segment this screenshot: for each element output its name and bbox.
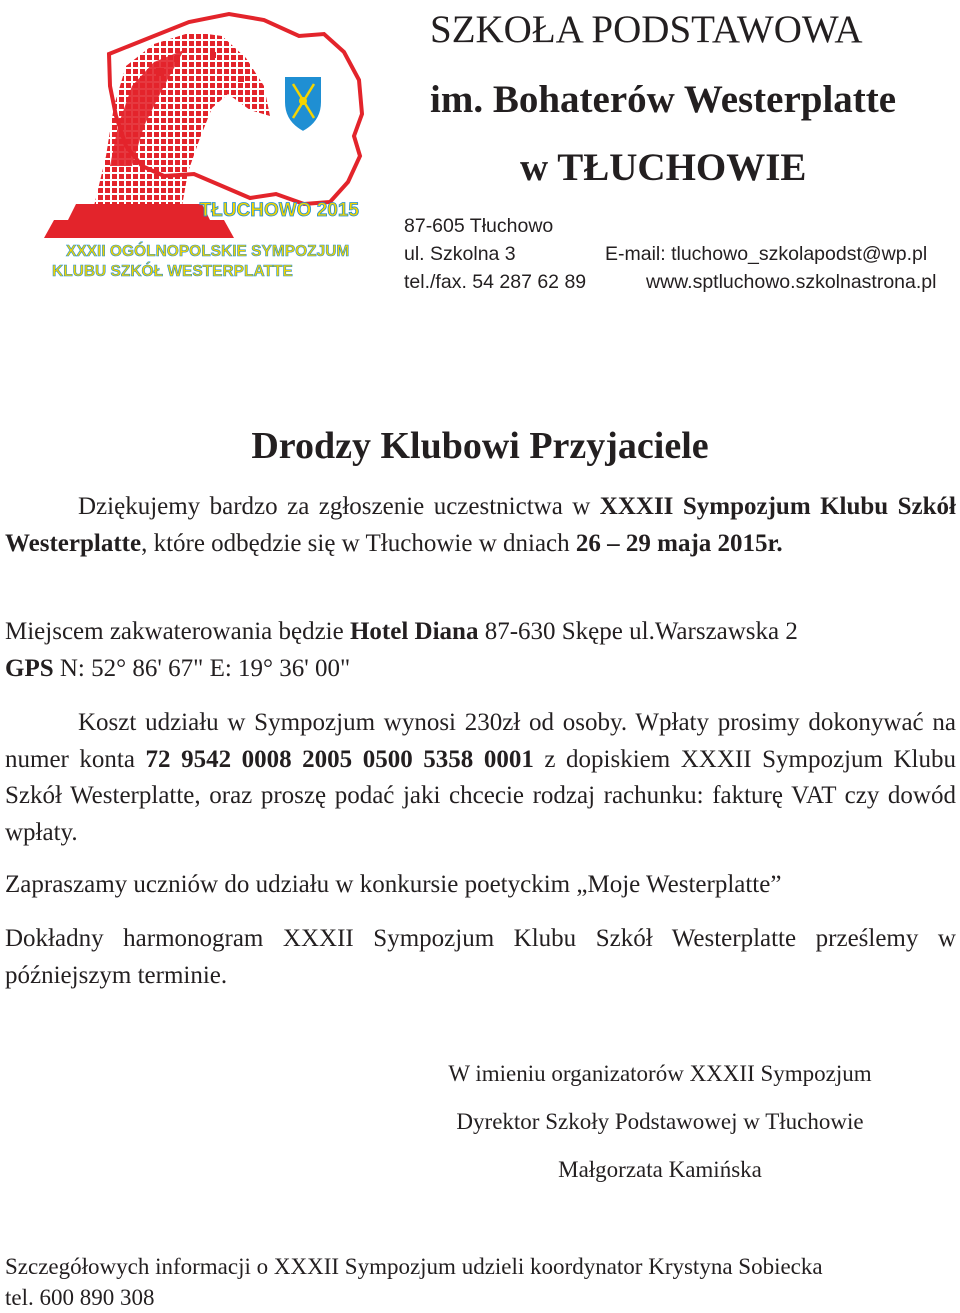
paragraph-accommodation: Miejscem zakwaterowania będzie Hotel Diana 87-630 Skępe ul.Warszawska 2 GPS N: 52° 86' 67" E: 19° 36' 00"	[5, 618, 798, 682]
gps-label: GPS	[5, 654, 54, 682]
school-website-link[interactable]: www.sptluchowo.szkolnastrona.pl	[646, 271, 937, 293]
westerplatte-monument	[94, 32, 270, 206]
signature-line2: Dyrektor Szkoły Podstawowej w Tłuchowie	[456, 1109, 864, 1134]
symposium-logo	[14, 6, 384, 296]
school-postal-address: 87-605 Tłuchowo	[404, 215, 554, 237]
footer-phone: tel. 600 890 308	[5, 1285, 155, 1310]
school-street-address: ul. Szkolna 3	[404, 243, 516, 265]
signature-name: Małgorzata Kamińska	[558, 1157, 762, 1182]
symposium-dates: 26 – 29 maja 2015r.	[575, 529, 783, 557]
paragraph-payment: Koszt udziału w Sympozjum wynosi 230zł od osoby. Wpłaty prosimy dokonywać na numer konta 72 9542 0008 2005 0500 5358 0001 z dopiskiem XXXII Sympozjum Klubu Szkół Westerplatte, oraz proszę podać jaki chcecie rodzaj rachunku: fakturę VAT czy dowód wpłaty.	[5, 709, 956, 846]
school-town: w TŁUCHOWIE	[520, 146, 807, 189]
gps-coordinates: N: 52° 86' 67" E: 19° 36' 00"	[53, 654, 351, 682]
logo-caption-line1: XXXII OGÓLNOPOLSKIE SYMPOZJUM	[66, 243, 350, 260]
hotel-name: Hotel Diana	[349, 618, 479, 645]
paragraph-poetry-contest: Zapraszamy uczniów do udziału w konkursie poetyckim „Moje Westerplatte”	[5, 871, 782, 898]
logo-year-caption: TŁUCHOWO 2015	[199, 200, 359, 221]
logo-caption-line2: KLUBU SZKÓŁ WESTERPLATTE	[52, 263, 293, 280]
paragraph-thanks: Dziękujemy bardzo za zgłoszenie uczestnictwa w XXXII Sympozjum Klubu Szkół Westerplatte, które odbędzie się w Tłuchowie w dniach 26 – 29 maja 2015r.	[5, 493, 956, 557]
school-email[interactable]: E-mail: tluchowo_szkolapodst@wp.pl	[605, 243, 928, 265]
bank-account-number: 72 9542 0008 2005 0500 5358 0001	[145, 745, 534, 773]
letter-greeting: Drodzy Klubowi Przyjaciele	[251, 425, 709, 467]
shield-icon	[284, 76, 322, 132]
signature-line1: W imieniu organizatorów XXXII Sympozjum	[448, 1061, 872, 1086]
symposium-name: XXXII Sympozjum Klubu Szkół Westerplatte	[5, 493, 956, 557]
school-phone: tel./fax. 54 287 62 89	[404, 271, 587, 293]
school-patron-name: im. Bohaterów Westerplatte	[430, 78, 897, 121]
paragraph-schedule: Dokładny harmonogram XXXII Sympozjum Klubu Szkół Westerplatte prześlemy w późniejszym terminie.	[5, 925, 956, 989]
school-title: SZKOŁA PODSTAWOWA	[430, 8, 863, 51]
footer-coordinator: Szczegółowych informacji o XXXII Sympozjum udzieli koordynator Krystyna Sobiecka	[5, 1254, 823, 1279]
